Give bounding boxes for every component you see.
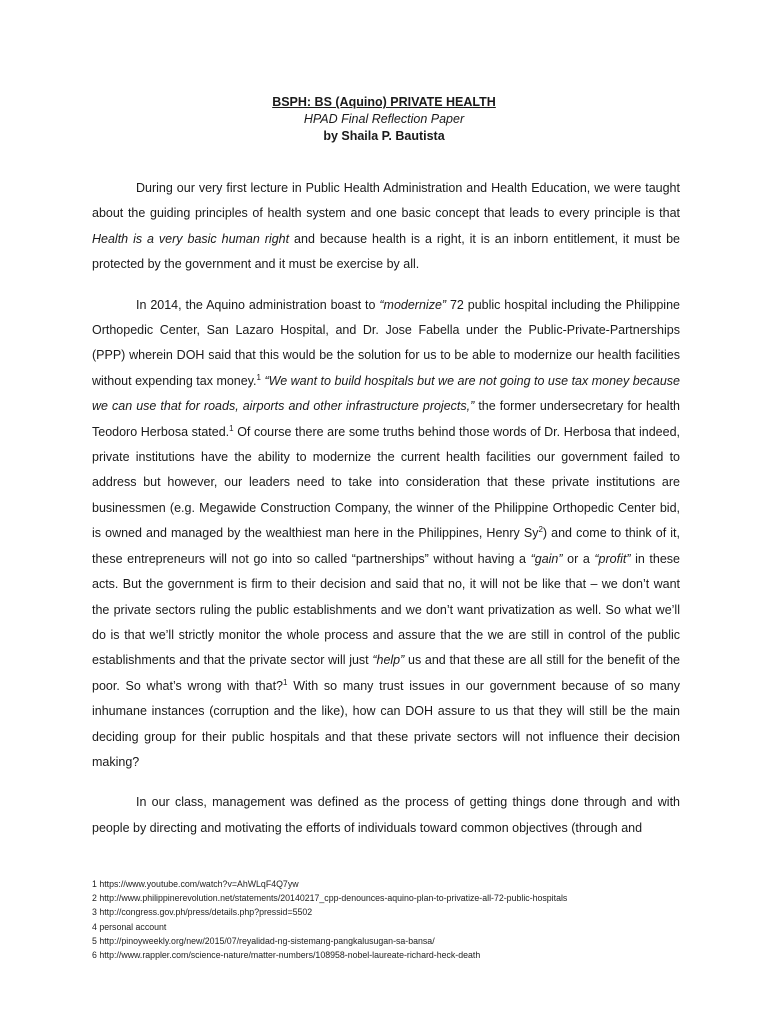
document-title: BSPH: BS (Aquino) PRIVATE HEALTH (272, 95, 496, 109)
document-author: by Shaila P. Bautista (323, 129, 445, 143)
footnote-2: 2 http://www.philippinerevolution.net/statements/20140217_cpp-denounces-aquino-plan-to-privatize-all-72-public-hospitals (92, 893, 568, 904)
document-body (92, 176, 680, 841)
paragraph-3: In our class, management was defined as the process of getting things done through and with people by directing and motivating the efforts of individuals toward common objectives (through and (92, 795, 680, 835)
footnote-ref: 2 (538, 525, 543, 535)
footnote-3: 3 http://congress.gov.ph/press/details.php?pressid=5502 (92, 907, 313, 918)
quote: “We want to build hospitals but we are not going to use tax money because we can use that for roads, airports and other infrastructure projects,” (92, 373, 681, 414)
footnotes (92, 877, 732, 962)
footnote-5: 5 http://pinoyweekly.org/new/2015/07/reyalidad-ng-sistemang-pangkalusugan-sa-bansa/ (92, 935, 435, 946)
footnote-ref: 1 (256, 372, 261, 382)
paragraph-1: During our very first lecture in Public Health Administration and Health Education, we were taught about the guiding principles of health system and one basic concept that leads to every principle is that Health is a very basic human right and because health is a right, it is an inborn entitlement, it must be protected by the government and it must be exercise by all. (92, 181, 680, 272)
paragraph-2: In 2014, the Aquino administration boast to “modernize” 72 public hospital including the Philippine Orthopedic Center, San Lazaro Hospital, and Dr. Jose Fabella under the Public-Private-Partnerships (PPP) wherein DOH said that this would be the solution for us to be able to modernize our health facilities without expending tax money.$^1$ “We want to build hospitals but we are not going to use tax money because we can use that for roads, airports and other infrastructure projects,” the former undersecretary for health Teodoro Herbosa stated.$^1$ Of course there are some truths behind those words of Dr. Herbosa that indeed, private institutions have the ability to modernize the current health facilities our government failed to address but however, our leaders need to take into consideration that these private institutions are businessmen (e.g. Megawide Construction Company, the winner of the Philippine Orthopedic Center bid, is owned and managed by the wealthiest man here in the Philippines, Henry Sy$^2$) and come to think of it, these entrepreneurs will not go into so called “partnerships” without having a “gain” or a “profit” in these acts. But the government is firm to their decision and said that no, it will not be like that – we don’t want the private sectors ruling the public establishments and we don’t want privatization as well. So what we’ll do is that we’ll strictly monitor the whole process and assure that the we are still in control of the public establishments and that the private sector will just “help” us and that these are all still for the benefit of the poor. So what’s wrong with that?$^1$ With so many trust issues in our government because of so many inhumane instances (corruption and the like), how can DOH assure to us that they will still be the main deciding group for their public hospitals and that these private sectors will not influence their decision making? (92, 297, 681, 769)
document-subtitle: HPAD Final Reflection Paper (303, 112, 465, 126)
footnote-6: 6 http://www.rappler.com/science-nature/matter-numbers/108958-nobel-laureate-richard-heck-death (92, 950, 481, 961)
footnote-4: 4 personal account (92, 921, 167, 932)
document-header (0, 94, 768, 145)
footnote-ref: 1 (283, 677, 288, 687)
footnote-1: 1 https://www.youtube.com/watch?v=AhWLqF4Q7yw (92, 879, 299, 889)
footnote-ref: 1 (229, 423, 234, 433)
